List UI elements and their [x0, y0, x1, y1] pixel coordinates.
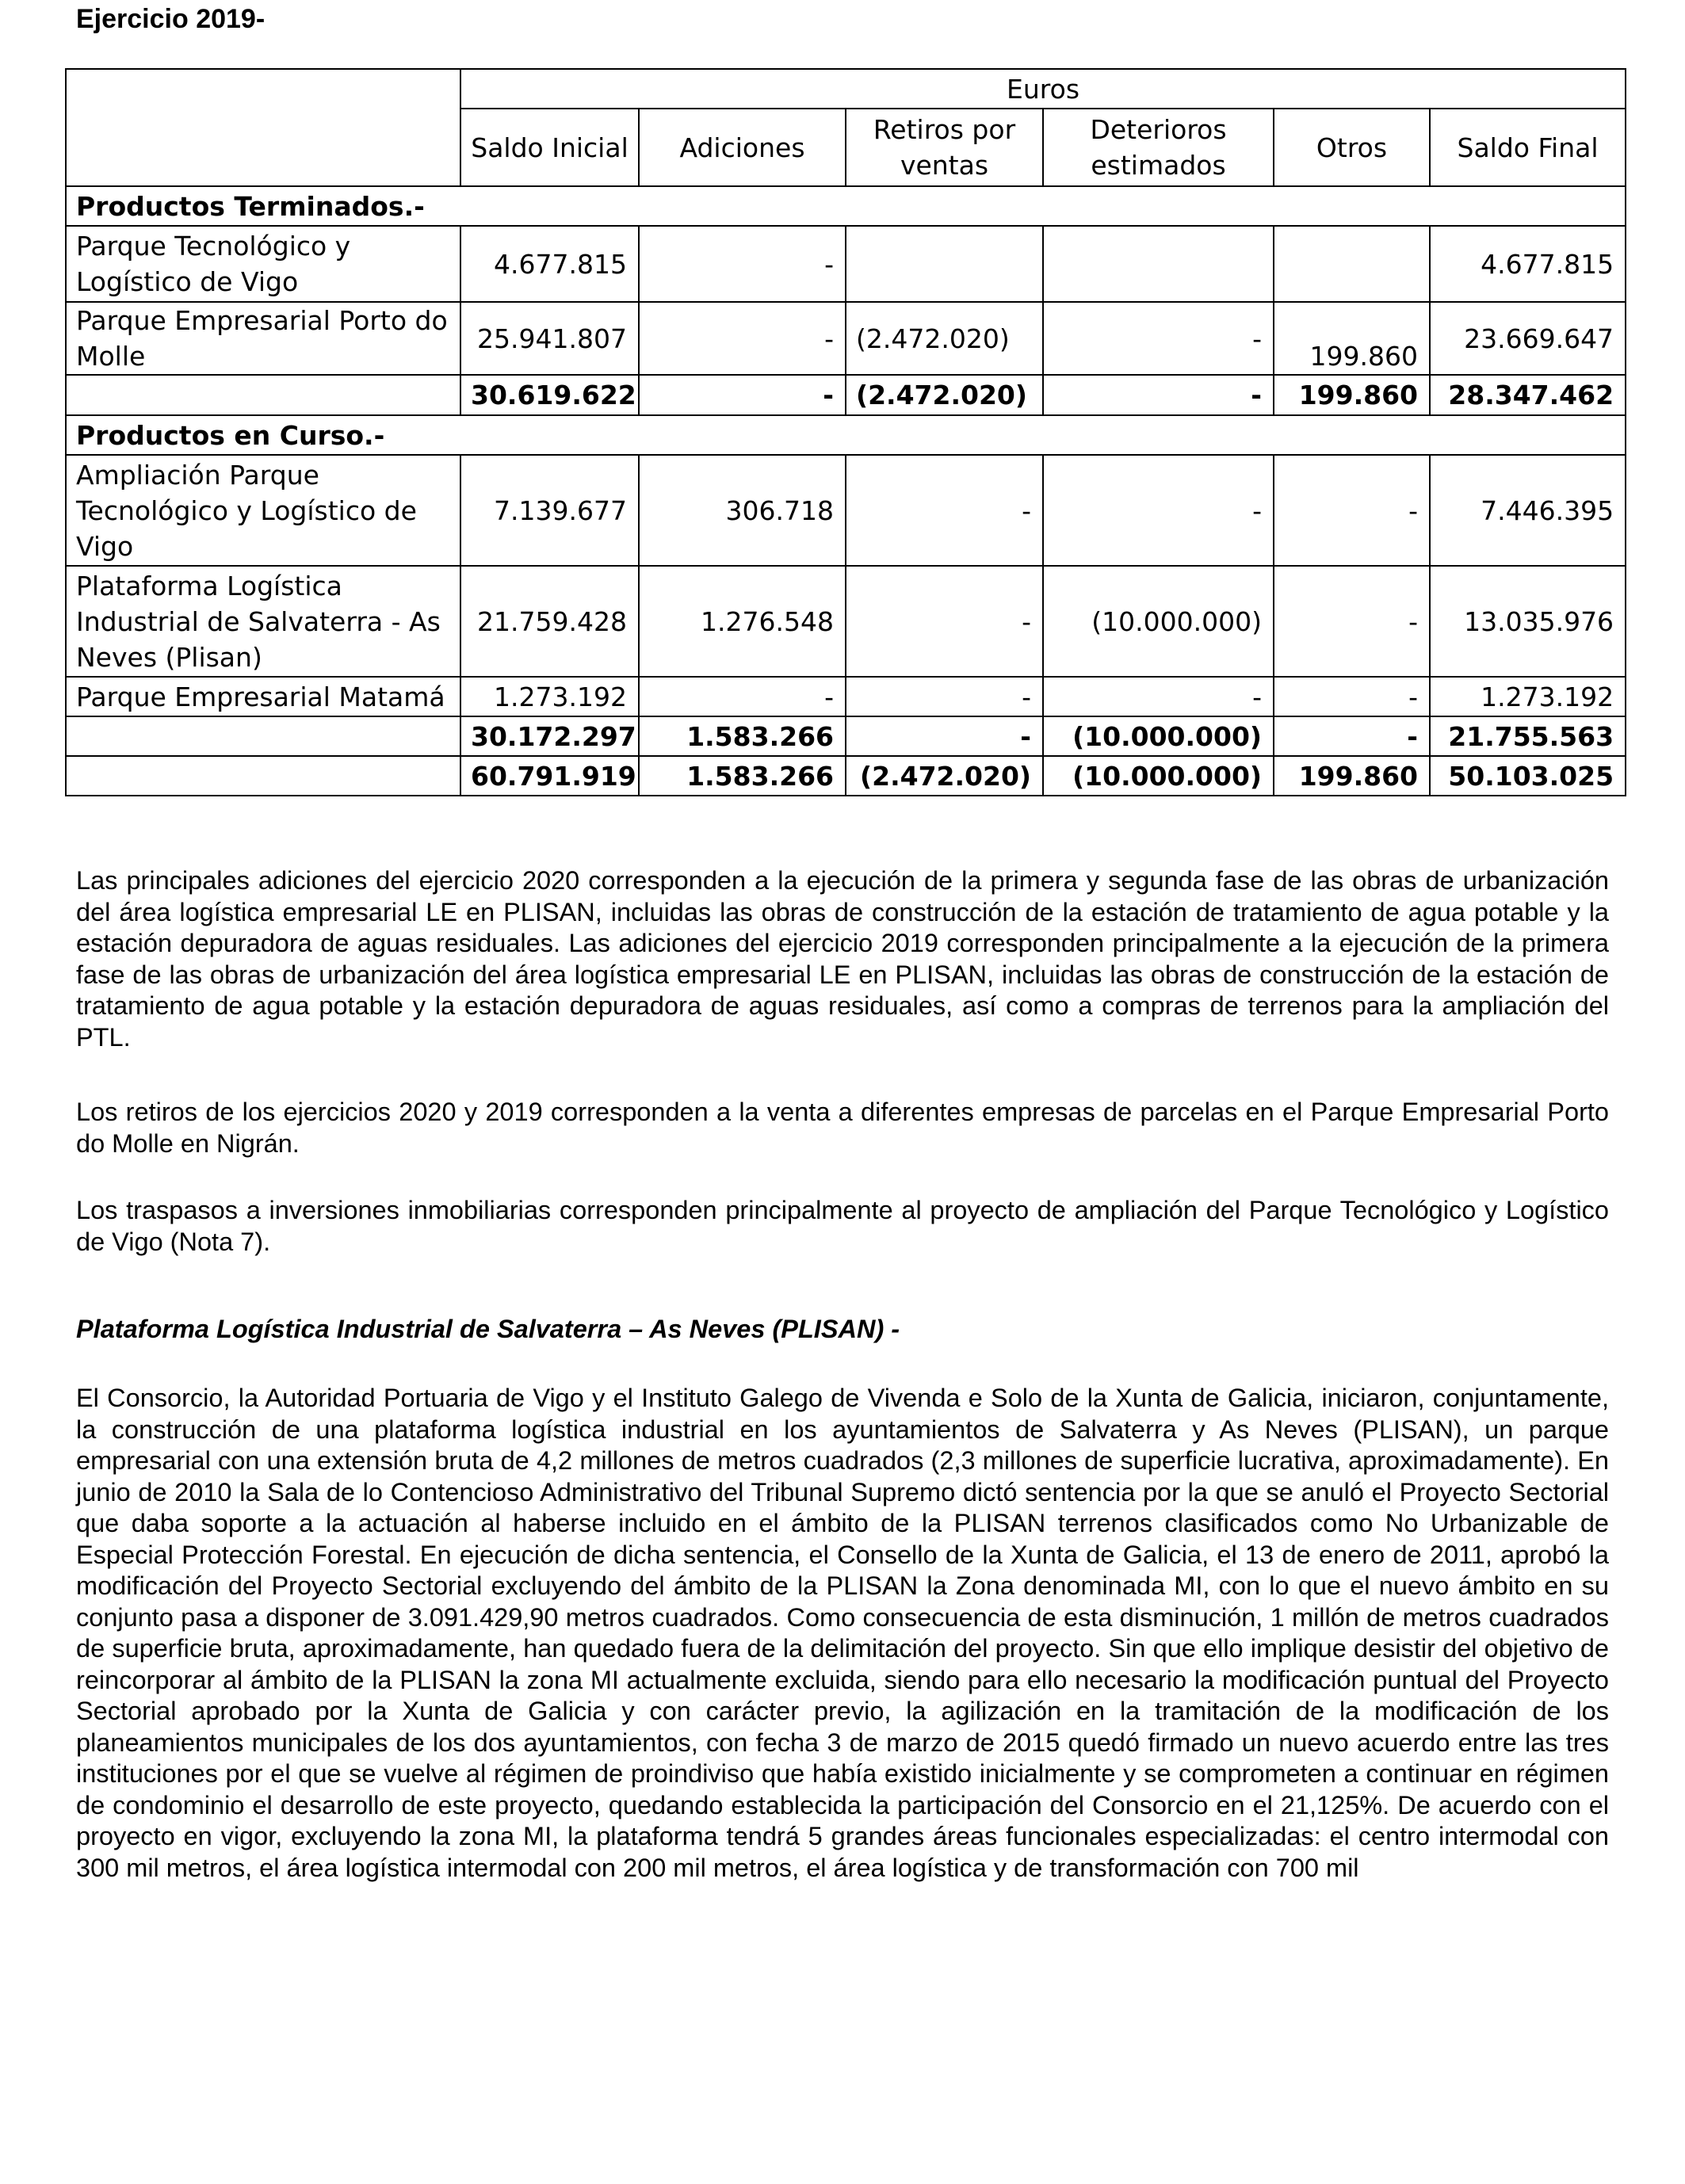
section-row-en-curso [66, 415, 1626, 455]
subtotal-row-terminados [66, 375, 1626, 415]
cell-deterioros: (10.000.000) [1043, 566, 1274, 677]
cell-saldo-final: 7.446.395 [1430, 455, 1626, 566]
section-row-terminados [66, 186, 1626, 226]
cell-deterioros: (10.000.000) [1043, 716, 1274, 756]
cell-saldo-final: 28.347.462 [1430, 375, 1626, 415]
cell-deterioros: - [1043, 375, 1274, 415]
cell-saldo-final: 23.669.647 [1430, 302, 1626, 375]
cell-adiciones: 1.583.266 [639, 716, 846, 756]
cell-saldo-inicial: 30.619.622 [460, 375, 639, 415]
grand-total-label-cell [66, 756, 460, 796]
cell-retiros [846, 226, 1043, 302]
section-title-en-curso: Productos en Curso.- [66, 415, 1626, 455]
subtotal-row-en-curso [66, 716, 1626, 756]
col-header-deterioros: Deterioros estimados [1043, 109, 1274, 186]
cell-otros: 199.860 [1274, 756, 1430, 796]
cell-retiros: - [846, 566, 1043, 677]
paragraph-traspasos [76, 1195, 1609, 1258]
cell-saldo-inicial: 4.677.815 [460, 226, 639, 302]
paragraph-adiciones [76, 865, 1609, 1053]
subtotal-label-cell [66, 375, 460, 415]
grand-total-row [66, 756, 1626, 796]
col-header-saldo-final: Saldo Final [1430, 109, 1626, 186]
cell-saldo-final: 21.755.563 [1430, 716, 1626, 756]
table-row [66, 455, 1626, 566]
plisan-section [76, 1314, 1609, 1346]
table-row [66, 226, 1626, 302]
cell-adiciones: - [639, 375, 846, 415]
cell-saldo-final: 1.273.192 [1430, 677, 1626, 716]
cell-saldo-inicial: 7.139.677 [460, 455, 639, 566]
paragraph-text: Los traspasos a inversiones inmobiliarias corresponden principalmente al proyecto de ampliación del Parque Tecnológico y Logístico de Vigo (Nota 7). [76, 1196, 1609, 1256]
cell-retiros: - [846, 455, 1043, 566]
row-label: Parque Empresarial Porto do Molle [66, 302, 460, 375]
paragraph-text: El Consorcio, la Autoridad Portuaria de Vigo y el Instituto Galego de Vivenda e Solo de la Xunta de Galicia, iniciaron, conjuntamente, la construcción de una plataforma logística industrial en los ayuntamientos de Salvaterra y As Neves (PLISAN), un parque empresarial con una extensión bruta de 4,2 millones de metros cuadrados (2,3 millones de superficie lucrativa, aproximadamente). En junio de 2010 la Sala de lo Contencioso Administrativo del Tribunal Supremo dictó sentencia por la que se anuló el Proyecto Sectorial que daba soporte a la actuación al haberse incluido en el ámbito de la PLISAN terrenos clasificados como No Urbanizable de Especial Protección Forestal. En ejecución de dicha sentencia, el Consello de la Xunta de Galicia, el 13 de enero de 2011, aprobó la modificación del Proyecto Sectorial excluyendo del ámbito de la PLISAN la Zona denominada MI, con lo que el nuevo ámbito en su conjunto pasa a disponer de 3.091.429,90 metros cuadrados. Como consecuencia de esta disminución, 1 millón de metros cuadrados de superficie bruta, aproximadamente, han quedado fuera de la delimitación del proyecto. Sin que ello implique desistir del objetivo de reincorporar al ámbito de la PLISAN la zona MI actualmente excluida, siendo para ello necesario la modificación puntual del Proyecto Sectorial aprobado por la Xunta de Galicia y con carácter previo, la agilización en la tramitación de la modificación de los planeamientos municipales de los dos ayuntamientos, con fecha 3 de marzo de 2015 quedó firmado un nuevo acuerdo entre las tres instituciones por el que se vuelve al régimen de proindiviso que había existido inicialmente y se comprometen a continuar en régimen de condominio el desarrollo de este proyecto, quedando establecida la participación del Consorcio en el 21,125%. De acuerdo con el proyecto en vigor, excluyendo la zona MI, la plataforma tendrá 5 grandes áreas funcionales especializadas: el centro intermodal con 300 mil metros, el área logística intermodal con 200 mil metros, el área logística y de transformación con 700 mil [76, 1384, 1609, 1882]
paragraph-text: Las principales adiciones del ejercicio 2020 corresponden a la ejecución de la primera y segunda fase de las obras de urbanización del área logística empresarial LE en PLISAN, incluidas las obras de construcción de la estación de tratamiento de agua potable y la estación depuradora de aguas residuales. Las adiciones del ejercicio 2019 corresponden principalmente a la ejecución de la primera fase de las obras de urbanización del área logística empresarial LE en PLISAN, incluidas las obras de construcción de la estación de tratamiento de agua potable y la estación depuradora de aguas residuales, así como a compras de terrenos para la ampliación del PTL. [76, 866, 1609, 1052]
col-header-adiciones: Adiciones [639, 109, 846, 186]
cell-saldo-final: 50.103.025 [1430, 756, 1626, 796]
cell-retiros: - [846, 716, 1043, 756]
cell-saldo-inicial: 30.172.297 [460, 716, 639, 756]
table-row [66, 677, 1626, 716]
row-label: Parque Empresarial Matamá [66, 677, 460, 716]
col-header-otros: Otros [1274, 109, 1430, 186]
inventory-table [65, 68, 1626, 796]
cell-otros: - [1274, 455, 1430, 566]
cell-saldo-inicial: 1.273.192 [460, 677, 639, 716]
section-title-terminados: Productos Terminados.- [66, 186, 1626, 226]
table-corner-cell [66, 69, 460, 186]
cell-adiciones: 1.276.548 [639, 566, 846, 677]
cell-deterioros: (10.000.000) [1043, 756, 1274, 796]
paragraph-text: Los retiros de los ejercicios 2020 y 2019 corresponden a la venta a diferentes empresas de parcelas en el Parque Empresarial Porto do Molle en Nigrán. [76, 1098, 1609, 1158]
cell-otros [1274, 226, 1430, 302]
cell-adiciones: 1.583.266 [639, 756, 846, 796]
cell-otros: 199.860 [1274, 375, 1430, 415]
section-heading: Plataforma Logística Industrial de Salvaterra – As Neves (PLISAN) - [76, 1315, 900, 1343]
table-row [66, 566, 1626, 677]
col-header-retiros: Retiros por ventas [846, 109, 1043, 186]
subtotal-label-cell [66, 716, 460, 756]
cell-otros: 199.860 [1274, 302, 1430, 375]
cell-deterioros [1043, 226, 1274, 302]
cell-otros: - [1274, 566, 1430, 677]
cell-retiros: - [846, 677, 1043, 716]
cell-retiros: (2.472.020) [846, 756, 1043, 796]
cell-adiciones: - [639, 302, 846, 375]
col-header-saldo-inicial: Saldo Inicial [460, 109, 639, 186]
cell-adiciones: - [639, 226, 846, 302]
exercise-heading: Ejercicio 2019- [76, 4, 266, 34]
cell-saldo-inicial: 21.759.428 [460, 566, 639, 677]
cell-deterioros: - [1043, 302, 1274, 375]
row-label: Parque Tecnológico y Logístico de Vigo [66, 226, 460, 302]
cell-deterioros: - [1043, 455, 1274, 566]
table-row [66, 302, 1626, 375]
cell-otros: - [1274, 716, 1430, 756]
row-label: Ampliación Parque Tecnológico y Logístico de Vigo [66, 455, 460, 566]
cell-retiros: (2.472.020) [846, 302, 1043, 375]
plisan-paragraph [76, 1383, 1609, 1884]
cell-adiciones: - [639, 677, 846, 716]
cell-otros: - [1274, 677, 1430, 716]
cell-saldo-inicial: 25.941.807 [460, 302, 639, 375]
cell-deterioros: - [1043, 677, 1274, 716]
row-label: Plataforma Logística Industrial de Salvaterra - As Neves (Plisan) [66, 566, 460, 677]
paragraph-retiros [76, 1097, 1609, 1159]
cell-adiciones: 306.718 [639, 455, 846, 566]
cell-saldo-final: 13.035.976 [1430, 566, 1626, 677]
cell-retiros: (2.472.020) [846, 375, 1043, 415]
euros-header: Euros [460, 69, 1626, 109]
cell-saldo-inicial: 60.791.919 [460, 756, 639, 796]
cell-saldo-final: 4.677.815 [1430, 226, 1626, 302]
